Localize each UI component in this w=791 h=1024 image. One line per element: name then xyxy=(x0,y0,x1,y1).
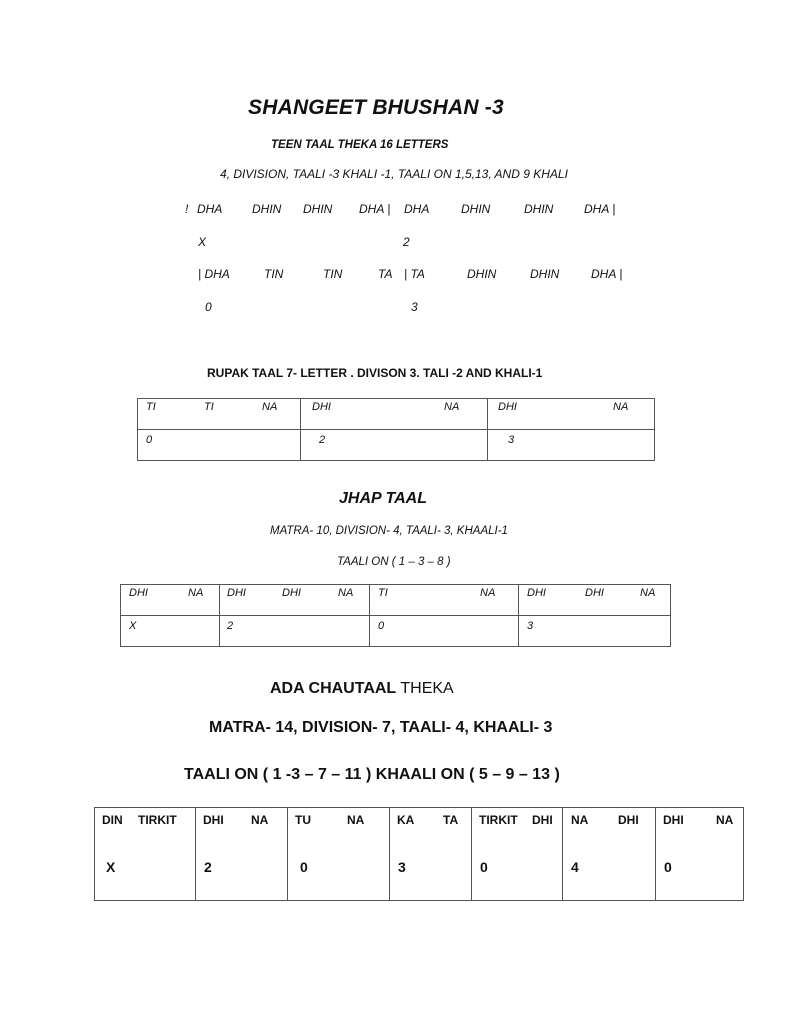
bol: | DHA xyxy=(198,267,230,281)
bol-cell xyxy=(220,585,370,616)
bol: DHIN xyxy=(467,267,497,281)
taal-mark: 3 xyxy=(398,859,406,875)
taal-mark: 0 xyxy=(146,434,153,446)
bol: TI xyxy=(146,401,156,413)
page-title: SHANGEET BHUSHAN -3 xyxy=(248,96,504,119)
taal-cell xyxy=(95,808,196,901)
bol: ! xyxy=(185,202,189,216)
bol: NA xyxy=(640,587,656,599)
ada-chautaal-heading xyxy=(270,680,454,698)
taal-mark: X xyxy=(198,235,207,249)
taal-mark: 0 xyxy=(378,620,385,632)
bol-row xyxy=(121,585,671,616)
bol-cell xyxy=(488,399,655,430)
taal-mark: 0 xyxy=(300,859,308,875)
ada-chautaal-table xyxy=(94,807,744,901)
taal-mark: 3 xyxy=(527,620,534,632)
mark-cell xyxy=(370,616,519,647)
bol: TA xyxy=(378,267,393,281)
bol: NA xyxy=(262,401,278,413)
bol: DHI xyxy=(203,813,224,827)
taal-mark: 2 xyxy=(403,235,410,249)
jhap-taal-info: MATRA- 10, DIVISION- 4, TAALI- 3, KHAALI-1 xyxy=(270,525,508,537)
teen-taal-heading: TEEN TAAL THEKA 16 LETTERS xyxy=(271,139,449,151)
taal-mark: 2 xyxy=(227,620,234,632)
bol: TI xyxy=(204,401,214,413)
bol: DHA xyxy=(197,202,223,216)
bol: TA xyxy=(443,813,459,827)
bol: DHI xyxy=(663,813,684,827)
bol: NA xyxy=(716,813,734,827)
taal-mark: 3 xyxy=(508,434,515,446)
jhap-taal-heading: JHAP TAAL xyxy=(339,490,427,507)
taal-cell xyxy=(656,808,744,901)
bol: DHA xyxy=(404,202,430,216)
bol: NA xyxy=(613,401,629,413)
bol: DHI xyxy=(618,813,639,827)
ada-chautaal-title: ADA CHAUTAAL xyxy=(270,680,396,697)
bol: DHI xyxy=(227,587,246,599)
bol: DHA | xyxy=(591,267,623,281)
bol-cell xyxy=(121,585,220,616)
bol: TU xyxy=(295,813,311,827)
taal-cell xyxy=(390,808,472,901)
taal-cell xyxy=(563,808,656,901)
teen-taal-info: 4, DIVISION, TAALI -3 KHALI -1, TAALI ON 1,5,13, AND 9 KHALI xyxy=(220,167,568,181)
taal-cell xyxy=(196,808,288,901)
jhap-taal-table xyxy=(120,584,671,647)
mark-cell xyxy=(488,430,655,461)
mark-cell xyxy=(121,616,220,647)
bol: DHI xyxy=(312,401,331,413)
bol: NA xyxy=(480,587,496,599)
bol: NA xyxy=(338,587,354,599)
mark-cell xyxy=(138,430,301,461)
bol: DHA | xyxy=(584,202,616,216)
bol: DHI xyxy=(585,587,604,599)
taal-mark: 0 xyxy=(664,859,672,875)
mark-cell xyxy=(220,616,370,647)
ada-chautaal-taali-on: TAALI ON ( 1 -3 – 7 – 11 ) KHAALI ON ( 5 – 9 – 13 ) xyxy=(184,766,560,783)
taal-mark: 2 xyxy=(319,434,326,446)
mark-row xyxy=(138,430,655,461)
bol: TIRKIT xyxy=(479,813,518,827)
bol: DHIN xyxy=(303,202,333,216)
mark-row xyxy=(121,616,671,647)
taal-cell xyxy=(472,808,563,901)
bol: DHIN xyxy=(530,267,560,281)
table-row xyxy=(95,808,744,901)
jhap-taal-taali-on: TAALI ON ( 1 – 3 – 8 ) xyxy=(337,556,451,568)
ada-chautaal-theka: THEKA xyxy=(400,680,454,697)
bol: TIRKIT xyxy=(138,813,177,827)
bol: | TA xyxy=(404,267,425,281)
bol-row xyxy=(138,399,655,430)
mark-cell xyxy=(519,616,671,647)
taal-mark: X xyxy=(129,620,137,632)
bol-cell xyxy=(301,399,488,430)
bol: DHIN xyxy=(252,202,282,216)
bol: DHI xyxy=(527,587,546,599)
bol: NA xyxy=(251,813,269,827)
bol: DHIN xyxy=(461,202,491,216)
bol: NA xyxy=(347,813,365,827)
bol: TI xyxy=(378,587,388,599)
bol: DHI xyxy=(282,587,301,599)
bol: TIN xyxy=(264,267,284,281)
bol: DHIN xyxy=(524,202,554,216)
bol-cell xyxy=(370,585,519,616)
bol: NA xyxy=(188,587,204,599)
bol: DHI xyxy=(498,401,517,413)
bol: DHI xyxy=(129,587,148,599)
bol-cell xyxy=(519,585,671,616)
taal-mark: 0 xyxy=(205,300,212,314)
taal-mark: 3 xyxy=(411,300,418,314)
taal-mark: X xyxy=(106,859,116,875)
taal-mark: 2 xyxy=(204,859,212,875)
bol: NA xyxy=(571,813,589,827)
bol: KA xyxy=(397,813,415,827)
bol-cell xyxy=(138,399,301,430)
mark-cell xyxy=(301,430,488,461)
bol: DHA | xyxy=(359,202,391,216)
rupak-taal-table xyxy=(137,398,655,461)
taal-mark: 4 xyxy=(571,859,579,875)
rupak-taal-heading: RUPAK TAAL 7- LETTER . DIVISON 3. TALI -2 AND KHALI-1 xyxy=(207,366,543,380)
ada-chautaal-info: MATRA- 14, DIVISION- 7, TAALI- 4, KHAALI- 3 xyxy=(209,719,553,736)
taal-cell xyxy=(288,808,390,901)
bol: DIN xyxy=(102,813,123,827)
bol: DHI xyxy=(532,813,553,827)
bol: NA xyxy=(444,401,460,413)
bol: TIN xyxy=(323,267,343,281)
taal-mark: 0 xyxy=(480,859,488,875)
